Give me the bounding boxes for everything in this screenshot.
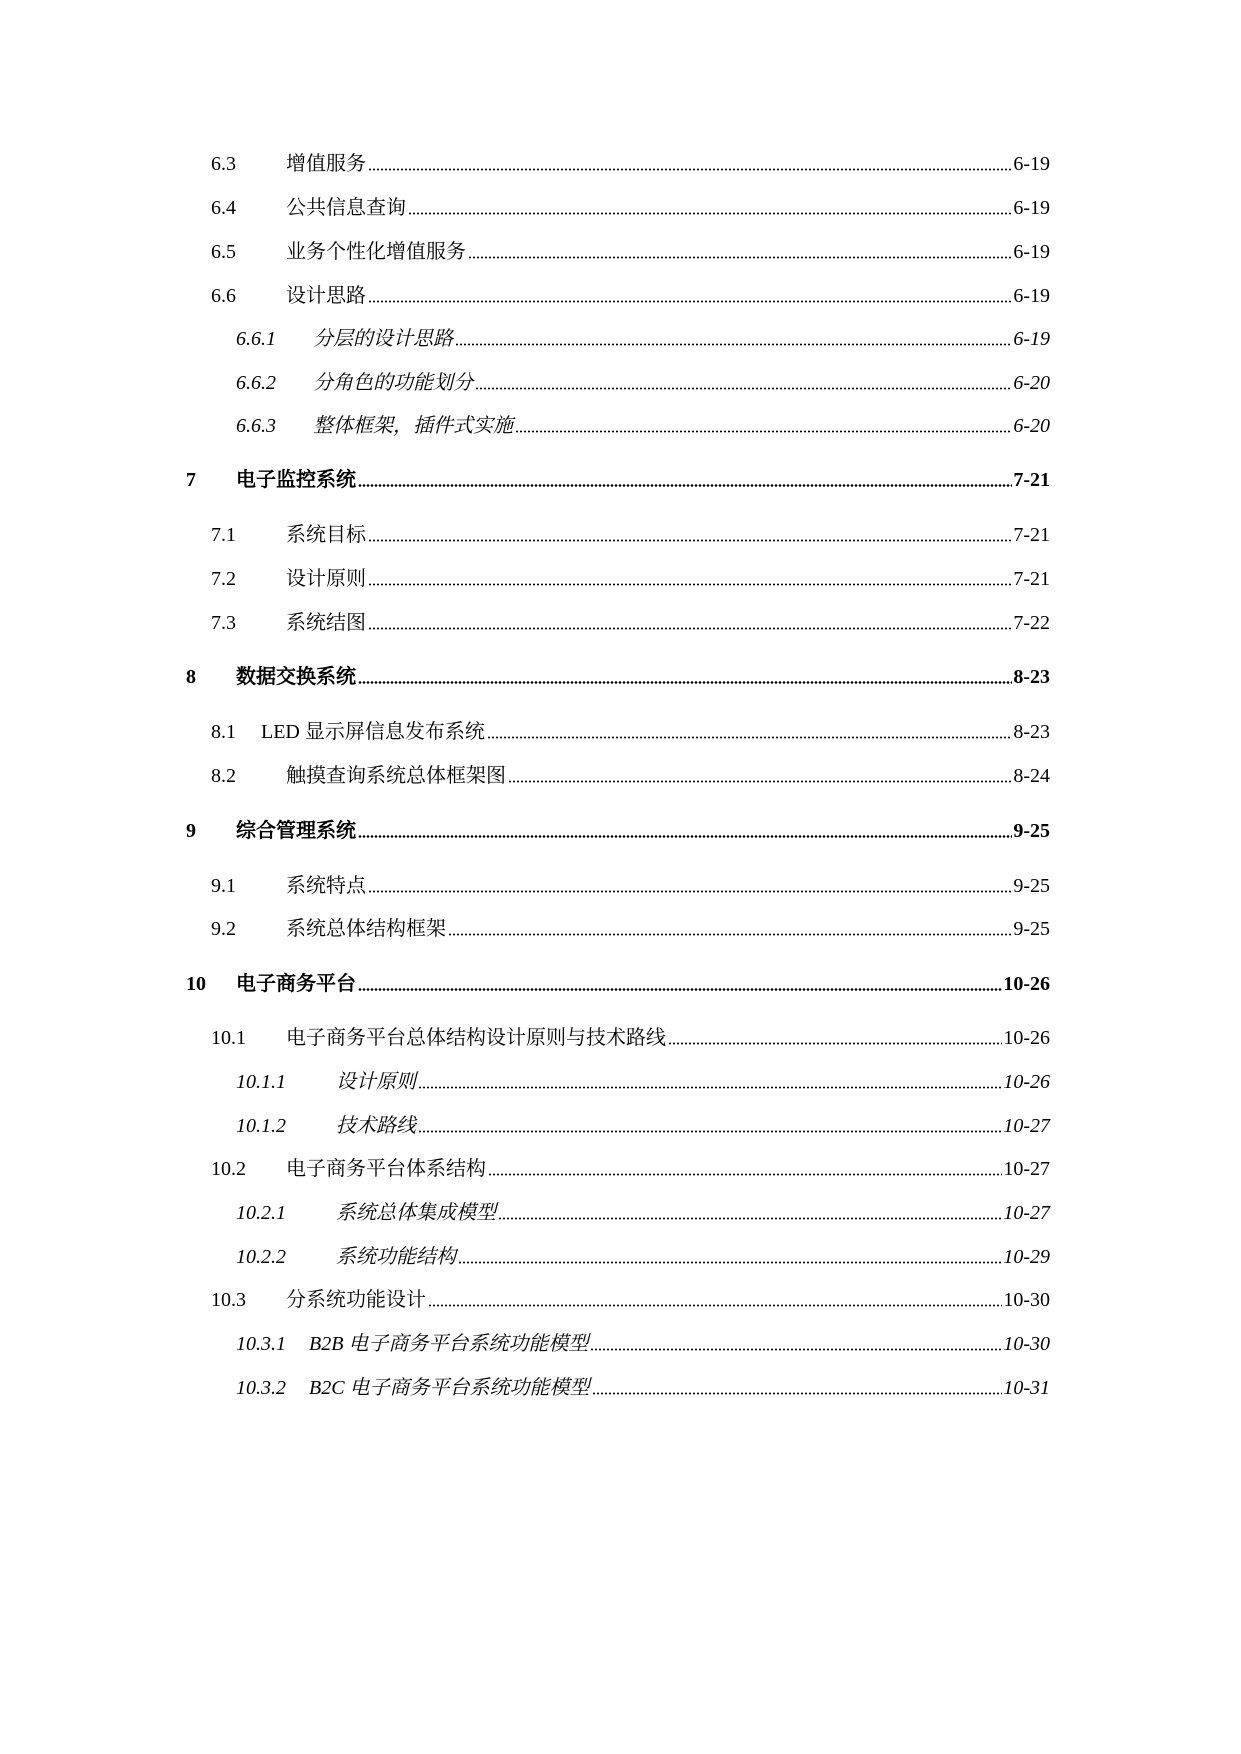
toc-entry-page-number: 10-27	[1003, 1158, 1050, 1180]
toc-dot-leader	[368, 583, 1012, 586]
toc-chapter-entry[interactable]	[186, 966, 1050, 996]
toc-entry-title: 系统总体集成模型	[336, 1202, 496, 1224]
toc-entry-number: 7	[186, 469, 196, 491]
toc-entry-page-number: 6-20	[1013, 372, 1050, 394]
toc-section-entry[interactable]	[211, 190, 1050, 220]
toc-entry-title: 电子商务平台	[236, 973, 356, 995]
toc-dot-leader	[458, 1261, 1002, 1264]
toc-entry-page-number: 10-31	[1003, 1377, 1050, 1399]
toc-entry-number: 10	[186, 973, 206, 995]
toc-entry-number: 9	[186, 820, 196, 842]
toc-entry-title: 系统特点	[286, 875, 366, 897]
toc-section-entry[interactable]	[211, 1151, 1050, 1181]
toc-entry-title: 增值服务	[286, 153, 366, 175]
toc-entry-title: 电子商务平台体系结构	[286, 1158, 486, 1180]
toc-entry-page-number: 10-27	[1003, 1202, 1050, 1224]
toc-chapter-entry[interactable]	[186, 659, 1050, 689]
toc-entry-title: 分层的设计思路	[313, 328, 453, 350]
toc-section-entry[interactable]	[211, 146, 1050, 176]
toc-entry-number: 10.1.1	[236, 1071, 286, 1093]
toc-entry-page-number: 10-26	[1003, 1071, 1050, 1093]
toc-entry-page-number: 9-25	[1013, 820, 1050, 842]
toc-entry-page-number: 7-21	[1013, 524, 1050, 546]
toc-entry-title: B2C 电子商务平台系统功能模型	[309, 1377, 590, 1399]
toc-dot-leader	[448, 933, 1012, 936]
toc-dot-leader	[368, 890, 1012, 893]
toc-entry-page-number: 7-21	[1013, 568, 1050, 590]
toc-subsection-entry[interactable]	[236, 1108, 1050, 1138]
toc-section-entry[interactable]	[211, 1020, 1050, 1050]
toc-dot-leader	[455, 343, 1012, 346]
toc-entry-title: 触摸查询系统总体框架图	[286, 765, 506, 787]
toc-entry-page-number: 7-21	[1013, 469, 1050, 491]
toc-chapter-entry[interactable]	[186, 813, 1050, 843]
toc-entry-title: 系统总体结构框架	[286, 918, 446, 940]
toc-subsection-entry[interactable]	[236, 1239, 1050, 1269]
toc-entry-number: 6.4	[211, 197, 236, 219]
toc-entry-number: 6.5	[211, 241, 236, 263]
toc-section-entry[interactable]	[211, 605, 1050, 635]
toc-entry-number: 8	[186, 666, 196, 688]
toc-entry-number: 9.1	[211, 875, 236, 897]
toc-dot-leader	[358, 988, 1002, 991]
toc-entry-page-number: 6-20	[1013, 415, 1050, 437]
toc-entry-page-number: 9-25	[1013, 918, 1050, 940]
toc-dot-leader	[488, 1173, 1002, 1176]
toc-entry-number: 8.2	[211, 765, 236, 787]
toc-entry-page-number: 6-19	[1013, 328, 1050, 350]
toc-subsection-entry[interactable]	[236, 1370, 1050, 1400]
toc-entry-page-number: 7-22	[1013, 612, 1050, 634]
toc-subsection-entry[interactable]	[236, 1195, 1050, 1225]
toc-entry-title: 业务个性化增值服务	[286, 241, 466, 263]
toc-entry-title: 整体框架，插件式实施	[313, 415, 513, 437]
toc-section-entry[interactable]	[211, 561, 1050, 591]
toc-entry-number: 6.3	[211, 153, 236, 175]
toc-entry-page-number: 10-29	[1003, 1246, 1050, 1268]
toc-entry-title: B2B 电子商务平台系统功能模型	[309, 1333, 589, 1355]
toc-entry-title: LED 显示屏信息发布系统	[261, 721, 485, 743]
toc-entry-number: 6.6.2	[236, 372, 276, 394]
toc-entry-page-number: 6-19	[1013, 197, 1050, 219]
toc-entry-page-number: 10-26	[1003, 973, 1050, 995]
toc-dot-leader	[498, 1217, 1002, 1220]
toc-entry-page-number: 10-30	[1003, 1333, 1050, 1355]
toc-entry-number: 10.1	[211, 1027, 246, 1049]
toc-dot-leader	[592, 1392, 1003, 1395]
toc-dot-leader	[418, 1130, 1002, 1133]
toc-section-entry[interactable]	[211, 278, 1050, 308]
toc-entry-number: 7.2	[211, 568, 236, 590]
toc-dot-leader	[487, 736, 1012, 739]
toc-section-entry[interactable]	[211, 517, 1050, 547]
toc-subsection-entry[interactable]	[236, 408, 1050, 438]
toc-entry-number: 10.3	[211, 1289, 246, 1311]
toc-entry-title: 系统功能结构	[336, 1246, 456, 1268]
toc-section-entry[interactable]	[211, 714, 1050, 744]
toc-chapter-entry[interactable]	[186, 462, 1050, 492]
toc-section-entry[interactable]	[211, 234, 1050, 264]
toc-dot-leader	[358, 835, 1012, 838]
toc-entry-number: 10.2	[211, 1158, 246, 1180]
toc-section-entry[interactable]	[211, 868, 1050, 898]
toc-entry-title: 数据交换系统	[236, 666, 356, 688]
toc-entry-page-number: 10-27	[1003, 1115, 1050, 1137]
toc-entry-page-number: 6-19	[1013, 241, 1050, 263]
toc-entry-title: 电子监控系统	[236, 469, 356, 491]
toc-dot-leader	[368, 539, 1012, 542]
toc-entry-number: 8.1	[211, 721, 236, 743]
toc-entry-number: 10.2.1	[236, 1202, 286, 1224]
toc-section-entry[interactable]	[211, 1282, 1050, 1312]
toc-entry-number: 10.2.2	[236, 1246, 286, 1268]
toc-entry-title: 技术路线	[336, 1115, 416, 1137]
toc-entry-title: 电子商务平台总体结构设计原则与技术路线	[286, 1027, 666, 1049]
toc-dot-leader	[368, 168, 1012, 171]
toc-subsection-entry[interactable]	[236, 365, 1050, 395]
toc-dot-leader	[590, 1348, 1002, 1351]
toc-entry-title: 综合管理系统	[236, 820, 356, 842]
toc-entry-title: 设计原则	[286, 568, 366, 590]
toc-entry-page-number: 8-23	[1013, 666, 1050, 688]
toc-dot-leader	[508, 780, 1012, 783]
toc-entry-number: 10.3.1	[236, 1333, 286, 1355]
toc-entry-page-number: 8-24	[1013, 765, 1050, 787]
toc-entry-number: 6.6.3	[236, 415, 276, 437]
toc-dot-leader	[428, 1304, 1002, 1307]
toc-entry-page-number: 6-19	[1013, 153, 1050, 175]
toc-entry-title: 系统目标	[286, 524, 366, 546]
toc-entry-page-number: 8-23	[1013, 721, 1050, 743]
toc-entry-title: 系统结图	[286, 612, 366, 634]
toc-entry-number: 7.3	[211, 612, 236, 634]
toc-dot-leader	[475, 387, 1012, 390]
toc-entry-title: 设计思路	[286, 285, 366, 307]
toc-subsection-entry[interactable]	[236, 1064, 1050, 1094]
toc-entry-number: 7.1	[211, 524, 236, 546]
toc-dot-leader	[668, 1042, 1002, 1045]
toc-dot-leader	[468, 256, 1012, 259]
toc-dot-leader	[418, 1086, 1002, 1089]
toc-dot-leader	[408, 212, 1012, 215]
toc-entry-number: 10.1.2	[236, 1115, 286, 1137]
toc-section-entry[interactable]	[211, 911, 1050, 941]
toc-entry-number: 10.3.2	[236, 1377, 286, 1399]
toc-entry-page-number: 6-19	[1013, 285, 1050, 307]
toc-section-entry[interactable]	[211, 758, 1050, 788]
toc-entry-page-number: 10-30	[1003, 1289, 1050, 1311]
toc-entry-title: 分角色的功能划分	[313, 372, 473, 394]
toc-entry-page-number: 9-25	[1013, 875, 1050, 897]
toc-entry-number: 6.6.1	[236, 328, 276, 350]
toc-entry-title: 分系统功能设计	[286, 1289, 426, 1311]
toc-dot-leader	[368, 627, 1012, 630]
toc-entry-title: 设计原则	[336, 1071, 416, 1093]
toc-subsection-entry[interactable]	[236, 1326, 1050, 1356]
toc-entry-title: 公共信息查询	[286, 197, 406, 219]
toc-dot-leader	[368, 300, 1012, 303]
toc-dot-leader	[358, 484, 1012, 487]
toc-subsection-entry[interactable]	[236, 321, 1050, 351]
toc-entry-number: 9.2	[211, 918, 236, 940]
toc-dot-leader	[515, 430, 1012, 433]
toc-dot-leader	[358, 681, 1012, 684]
toc-entry-page-number: 10-26	[1003, 1027, 1050, 1049]
toc-entry-number: 6.6	[211, 285, 236, 307]
